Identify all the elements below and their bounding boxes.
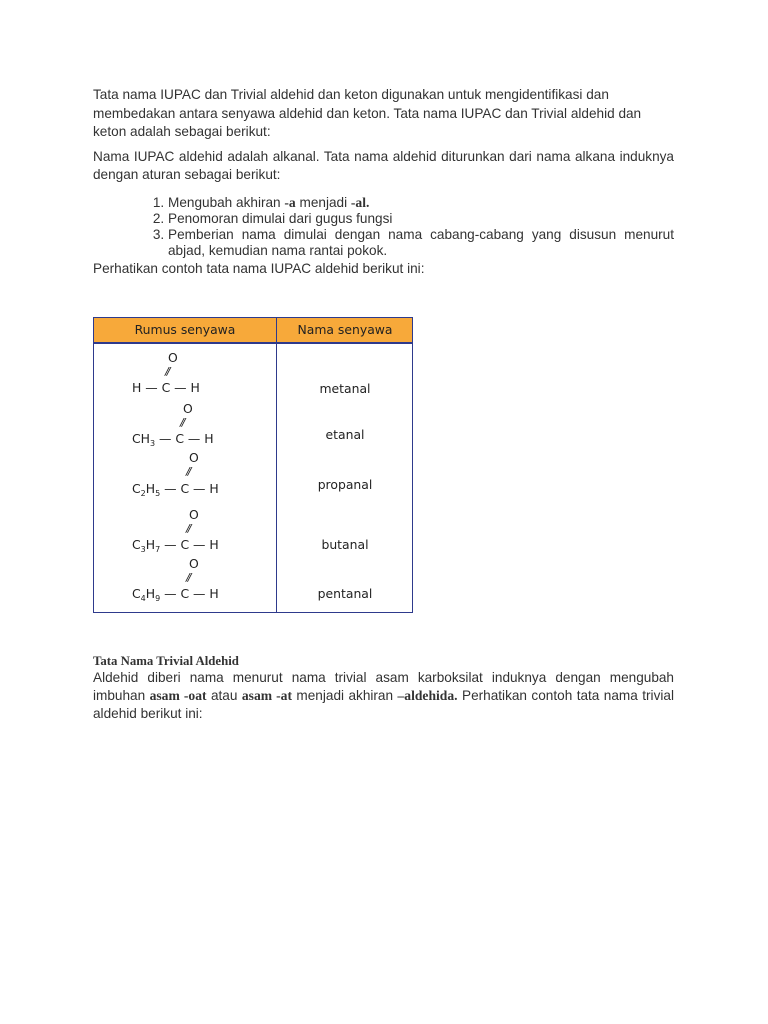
header-name: Nama senyawa — [297, 322, 393, 337]
formula-row-3: O // $C_2H_5$ — C — H — [132, 450, 219, 498]
trivial-section-title: Tata Nama Trivial Aldehid — [93, 654, 239, 668]
rule-item-2: 2. Penomoran dimulai dari gugus fungsi — [168, 211, 674, 227]
name-row-4: butanal — [321, 537, 369, 552]
intro-paragraph: Tata nama IUPAC dan Trivial aldehid dan keton digunakan untuk mengidentifikasi dan membedakan antara senyawa aldehid dan keton. Tata nama IUPAC dan Trivial aldehid dan keton adalah sebagai berikut: — [93, 87, 642, 139]
formula-row-4: O // $C_3H_7$ — C — H — [132, 507, 219, 554]
suffix-to: -al. — [350, 195, 370, 210]
formula-row-5: O // $C_4H_9$ — C — H — [132, 556, 219, 603]
formula-row-1: O // H — C — H — [132, 350, 200, 395]
trivial-paragraph: Aldehid diberi nama menurut nama trivial asam karboksilat induknya dengan mengubah imbuhan asam -oat atau asam -at menjadi akhiran –aldehida. Perhatikan contoh tata nama trivial aldehid berikut ini: — [93, 670, 674, 721]
column-divider — [276, 318, 277, 612]
formula-row-2: O // $CH_3$ — C — H — [132, 401, 214, 448]
name-row-1: metanal — [319, 381, 371, 396]
name-row-5: pentanal — [317, 586, 373, 601]
example-intro: Perhatikan contoh tata nama IUPAC aldehid berikut ini: — [93, 261, 425, 276]
iupac-paragraph: Nama IUPAC aldehid adalah alkanal. Tata nama aldehid diturunkan dari nama alkana induknya dengan aturan sebagai berikut: — [93, 149, 674, 182]
aldehyde-table — [93, 317, 413, 613]
suffix-from: -a — [284, 195, 296, 210]
name-row-2: etanal — [325, 427, 365, 442]
rule-item-1: 1. Mengubah akhiran -a menjadi -al. — [168, 195, 674, 211]
rules-list — [93, 195, 674, 259]
header-formula: Rumus senyawa — [134, 322, 236, 337]
name-row-3: propanal — [317, 477, 373, 492]
header-divider — [94, 343, 412, 344]
rule-item-3: 3. Pemberian nama dimulai dengan nama cabang-cabang yang disusun menurut abjad, kemudian nama rantai pokok. — [168, 227, 674, 259]
